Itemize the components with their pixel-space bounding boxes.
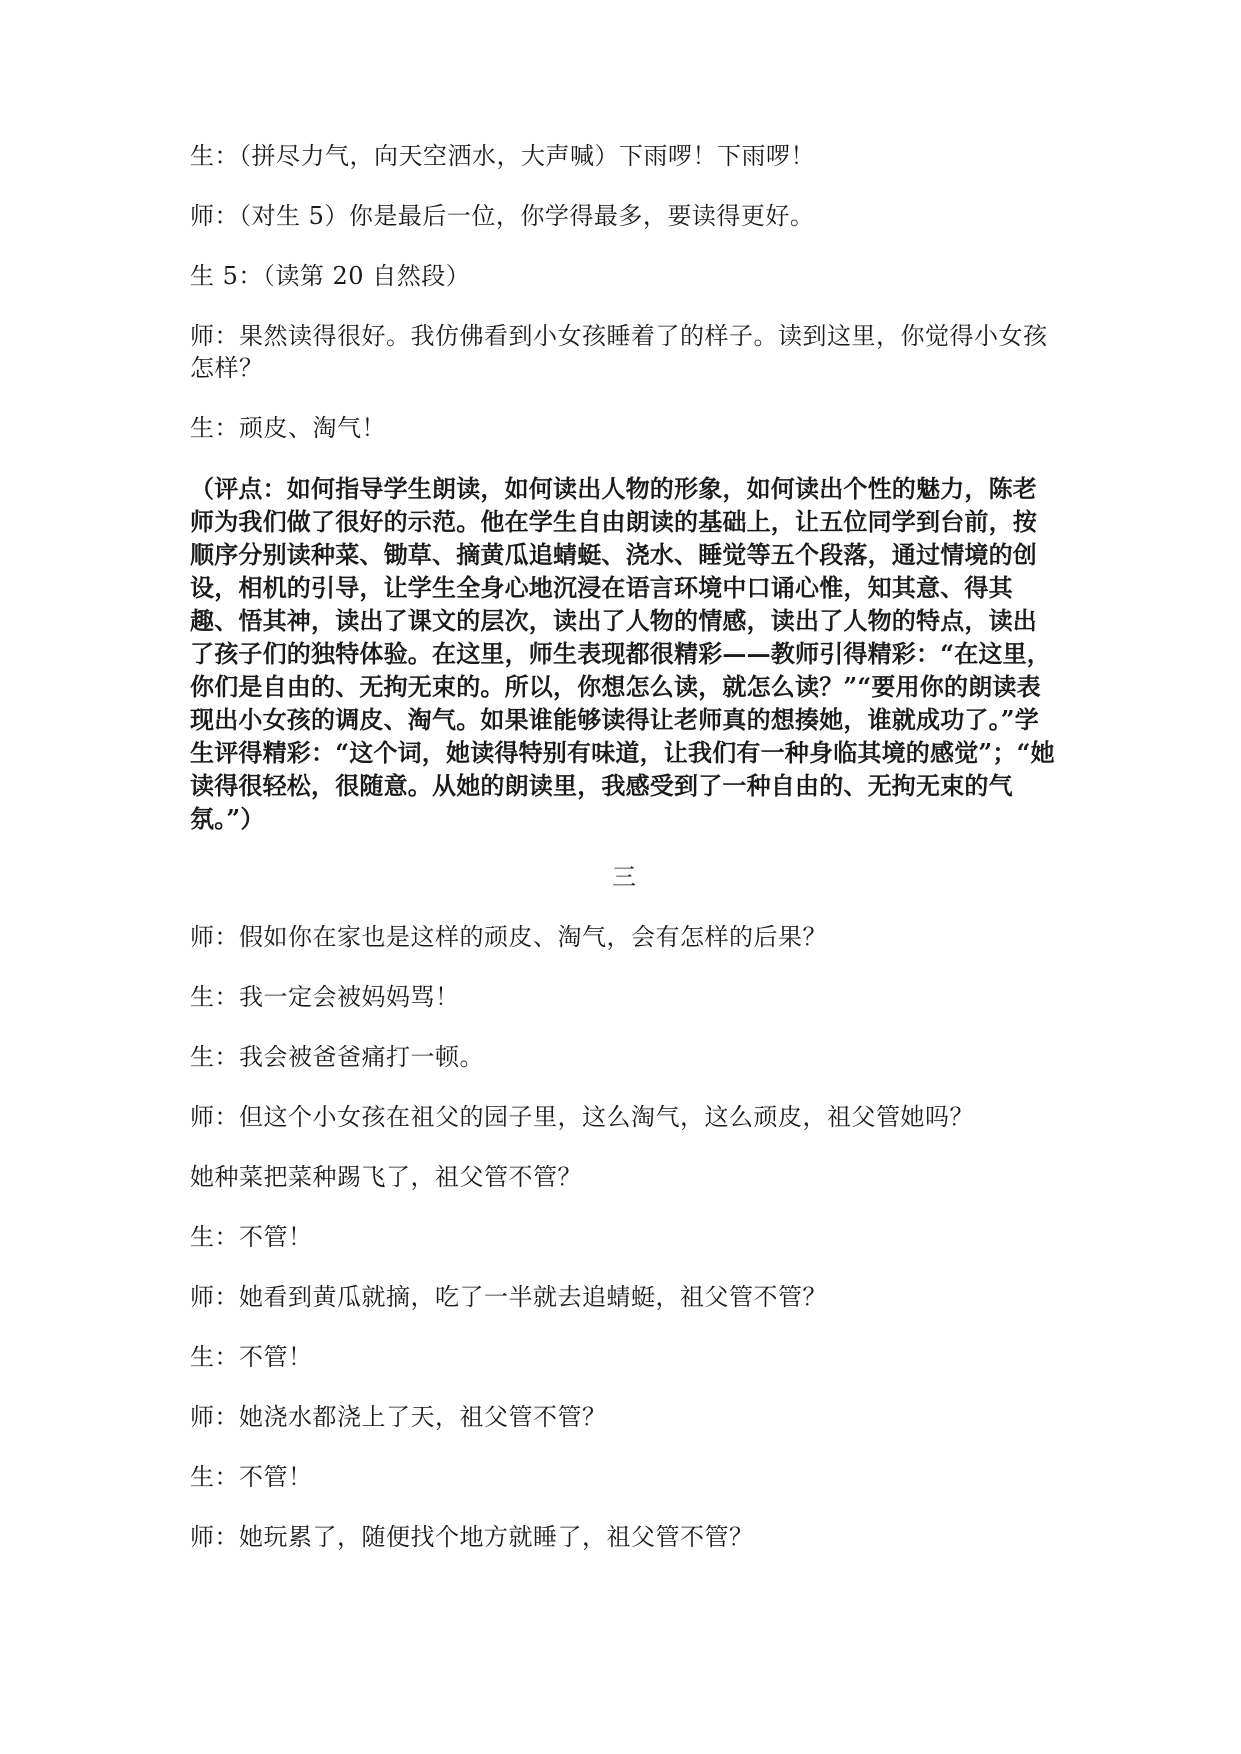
dialogue-line: 师：她看到黄瓜就摘，吃了一半就去追蜻蜓，祖父管不管？ — [190, 1283, 827, 1311]
commentary-paragraph: （评点：如何指导学生朗读，如何读出人物的形象，如何读出个性的魅力，陈老师为我们做了很好的示范。他在学生自由朗读的基础上，让五位同学到台前，按顺序分别读种菜、锄草、摘黄瓜追蜻蜓、浇水、睡觉等五个段落，通过情境的创设，相机的引导，让学生全身心地沉浸在语言环境中口诵心惟，知其意、得其趣、悟其神，读出了课文的层次，读出了人物的情感，读出了人物的特点，读出了孩子们的独特体验。在这里，师生表现都很精彩——教师引得精彩：“在这里，你们是自由的、无拘无束的。所以，你想怎么读，就怎么读？”“要用你的朗读表现出小女孩的调皮、淘气。如果谁能够读得让老师真的想揍她，谁就成功了。”学生评得精彩：“这个词，她读得特别有味道，让我们有一种身临其境的感觉”；“她读得很轻松，很随意。从她的朗读里，我感受到了一种自由的、无拘无束的气氛。”） — [190, 474, 1055, 833]
dialogue-line: 师：她浇水都浇上了天，祖父管不管？ — [190, 1403, 607, 1431]
dialogue-line: 生：我会被爸爸痛打一顿。 — [190, 1043, 484, 1071]
dialogue-line: 师：（对生 5）你是最后一位，你学得最多，要读得更好。 — [190, 202, 815, 230]
dialogue-line: 她种菜把菜种踢飞了，祖父管不管？ — [190, 1163, 582, 1191]
dialogue-line: 生：（拼尽力气，向天空洒水，大声喊）下雨啰！下雨啰！ — [190, 142, 815, 170]
dialogue-line: 生：不管！ — [190, 1343, 313, 1371]
dialogue-line: 生：我一定会被妈妈骂！ — [190, 983, 460, 1011]
dialogue-line: 师：她玩累了，随便找个地方就睡了，祖父管不管？ — [190, 1523, 754, 1551]
dialogue-line: 师：假如你在家也是这样的顽皮、淘气，会有怎样的后果？ — [190, 923, 827, 951]
section-heading: 三 — [612, 863, 636, 891]
dialogue-line: 师：果然读得很好。我仿佛看到小女孩睡着了的样子。读到这里，你觉得小女孩怎样？ — [190, 322, 1048, 382]
dialogue-line: 师：但这个小女孩在祖父的园子里，这么淘气，这么顽皮，祖父管她吗？ — [190, 1103, 974, 1131]
dialogue-line: 生 5：（读第 20 自然段） — [190, 262, 471, 290]
dialogue-line: 生：顽皮、淘气！ — [190, 414, 386, 442]
dialogue-line: 生：不管！ — [190, 1223, 313, 1251]
dialogue-line: 生：不管！ — [190, 1463, 313, 1491]
document-body — [190, 140, 1058, 1581]
